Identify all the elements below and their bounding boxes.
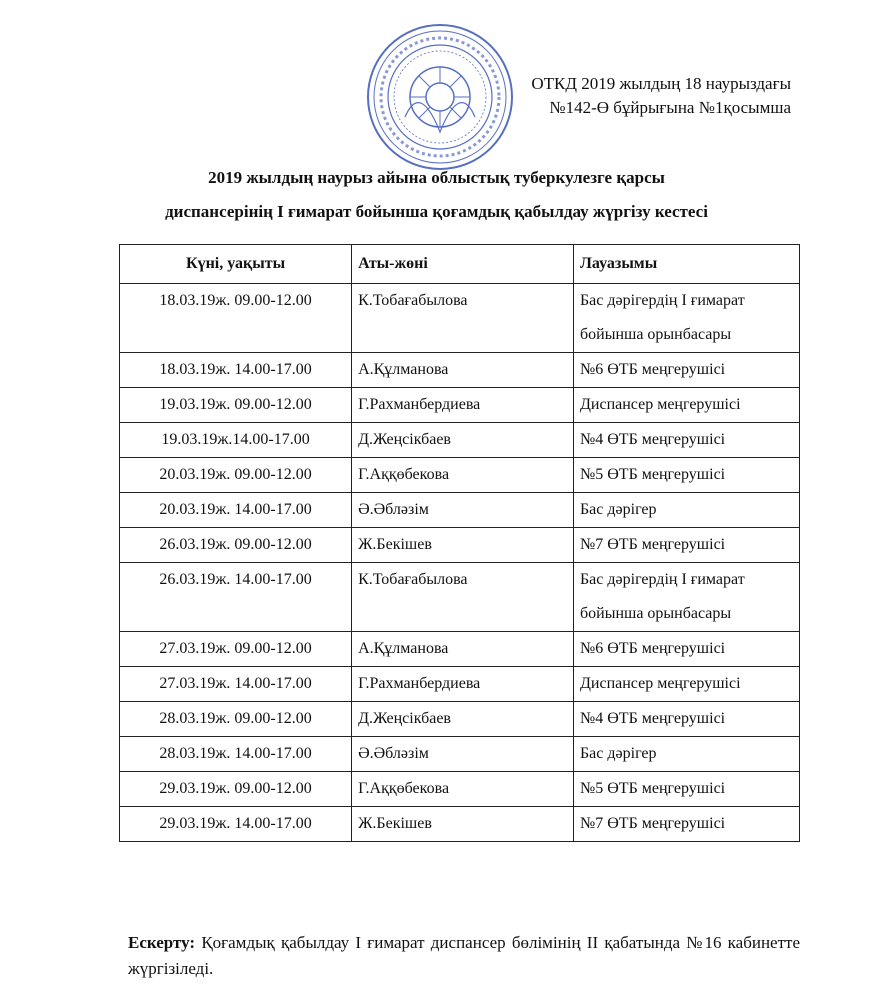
cell-date: 27.03.19ж. 09.00-12.00 bbox=[120, 632, 352, 667]
cell-position: №4 ӨТБ меңгерушісі bbox=[573, 702, 799, 737]
table-row bbox=[120, 284, 800, 353]
cell-date: 28.03.19ж. 09.00-12.00 bbox=[120, 702, 352, 737]
cell-date: 20.03.19ж. 09.00-12.00 bbox=[120, 458, 352, 493]
cell-position: №6 ӨТБ меңгерушісі bbox=[573, 353, 799, 388]
table-row bbox=[120, 737, 800, 772]
document-title-line-2: диспансерінің І ғимарат бойынша қоғамдық қабылдау жүргізу кестесі bbox=[165, 202, 708, 221]
table-row bbox=[120, 423, 800, 458]
cell-position: №7 ӨТБ меңгерушісі bbox=[573, 807, 799, 842]
cell-name: Г.Аққөбекова bbox=[352, 772, 574, 807]
cell-date: 19.03.19ж.14.00-17.00 bbox=[120, 423, 352, 458]
cell-date: 18.03.19ж. 09.00-12.00 bbox=[120, 284, 352, 353]
cell-date: 29.03.19ж. 14.00-17.00 bbox=[120, 807, 352, 842]
cell-position: №5 ӨТБ меңгерушісі bbox=[573, 772, 799, 807]
cell-position: №7 ӨТБ меңгерушісі bbox=[573, 528, 799, 563]
document-title-line-1: 2019 жылдың наурыз айына облыстық туберкулезге қарсы bbox=[208, 168, 665, 187]
cell-date: 26.03.19ж. 09.00-12.00 bbox=[120, 528, 352, 563]
column-header-position: Лауазымы bbox=[573, 245, 799, 284]
schedule-table bbox=[119, 244, 800, 842]
cell-position: Бас дәрігердің І ғимарат бойынша орынбасары bbox=[573, 563, 799, 632]
table-row bbox=[120, 528, 800, 563]
cell-name: К.Тобағабылова bbox=[352, 284, 574, 353]
cell-position: №5 ӨТБ меңгерушісі bbox=[573, 458, 799, 493]
cell-name: Г.Рахманбердиева bbox=[352, 388, 574, 423]
table-row bbox=[120, 702, 800, 737]
cell-name: Г.Рахманбердиева bbox=[352, 667, 574, 702]
table-row bbox=[120, 493, 800, 528]
cell-name: Ж.Бекішев bbox=[352, 807, 574, 842]
table-header-row bbox=[120, 245, 800, 284]
cell-name: Д.Жеңсікбаев bbox=[352, 423, 574, 458]
cell-name: Г.Аққөбекова bbox=[352, 458, 574, 493]
attachment-line-1: ОТКД 2019 жылдың 18 наурыздағы bbox=[531, 74, 791, 93]
cell-date: 20.03.19ж. 14.00-17.00 bbox=[120, 493, 352, 528]
table-row bbox=[120, 667, 800, 702]
cell-date: 28.03.19ж. 14.00-17.00 bbox=[120, 737, 352, 772]
column-header-date: Күні, уақыты bbox=[120, 245, 352, 284]
table-row bbox=[120, 772, 800, 807]
cell-name: Ә.Әбләзім bbox=[352, 493, 574, 528]
attachment-header bbox=[531, 72, 791, 120]
cell-position: Диспансер меңгерушісі bbox=[573, 667, 799, 702]
table-row bbox=[120, 563, 800, 632]
cell-position: Бас дәрігердің І ғимарат бойынша орынбасары bbox=[573, 284, 799, 353]
official-seal-icon bbox=[365, 22, 515, 172]
cell-name: К.Тобағабылова bbox=[352, 563, 574, 632]
table-row bbox=[120, 388, 800, 423]
attachment-line-2: №142-Ө бұйрығына №1қосымша bbox=[549, 98, 791, 117]
table-row bbox=[120, 632, 800, 667]
table-row bbox=[120, 353, 800, 388]
footnote-label: Ескерту: bbox=[128, 933, 196, 952]
column-header-name: Аты-жөні bbox=[352, 245, 574, 284]
cell-date: 26.03.19ж. 14.00-17.00 bbox=[120, 563, 352, 632]
cell-date: 19.03.19ж. 09.00-12.00 bbox=[120, 388, 352, 423]
cell-name: А.Құлманова bbox=[352, 632, 574, 667]
table-row bbox=[120, 807, 800, 842]
footnote-text: Қоғамдық қабылдау І ғимарат диспансер бөлімінің ІІ қабатында №16 кабинетте жүргізіледі. bbox=[128, 933, 800, 978]
cell-position: №4 ӨТБ меңгерушісі bbox=[573, 423, 799, 458]
footnote bbox=[128, 930, 800, 982]
table-row bbox=[120, 458, 800, 493]
cell-name: А.Құлманова bbox=[352, 353, 574, 388]
cell-position: Бас дәрігер bbox=[573, 737, 799, 772]
cell-name: Д.Жеңсікбаев bbox=[352, 702, 574, 737]
cell-name: Ж.Бекішев bbox=[352, 528, 574, 563]
cell-position: №6 ӨТБ меңгерушісі bbox=[573, 632, 799, 667]
cell-date: 18.03.19ж. 14.00-17.00 bbox=[120, 353, 352, 388]
cell-date: 29.03.19ж. 09.00-12.00 bbox=[120, 772, 352, 807]
cell-position: Диспансер меңгерушісі bbox=[573, 388, 799, 423]
cell-name: Ә.Әбләзім bbox=[352, 737, 574, 772]
cell-date: 27.03.19ж. 14.00-17.00 bbox=[120, 667, 352, 702]
cell-position: Бас дәрігер bbox=[573, 493, 799, 528]
